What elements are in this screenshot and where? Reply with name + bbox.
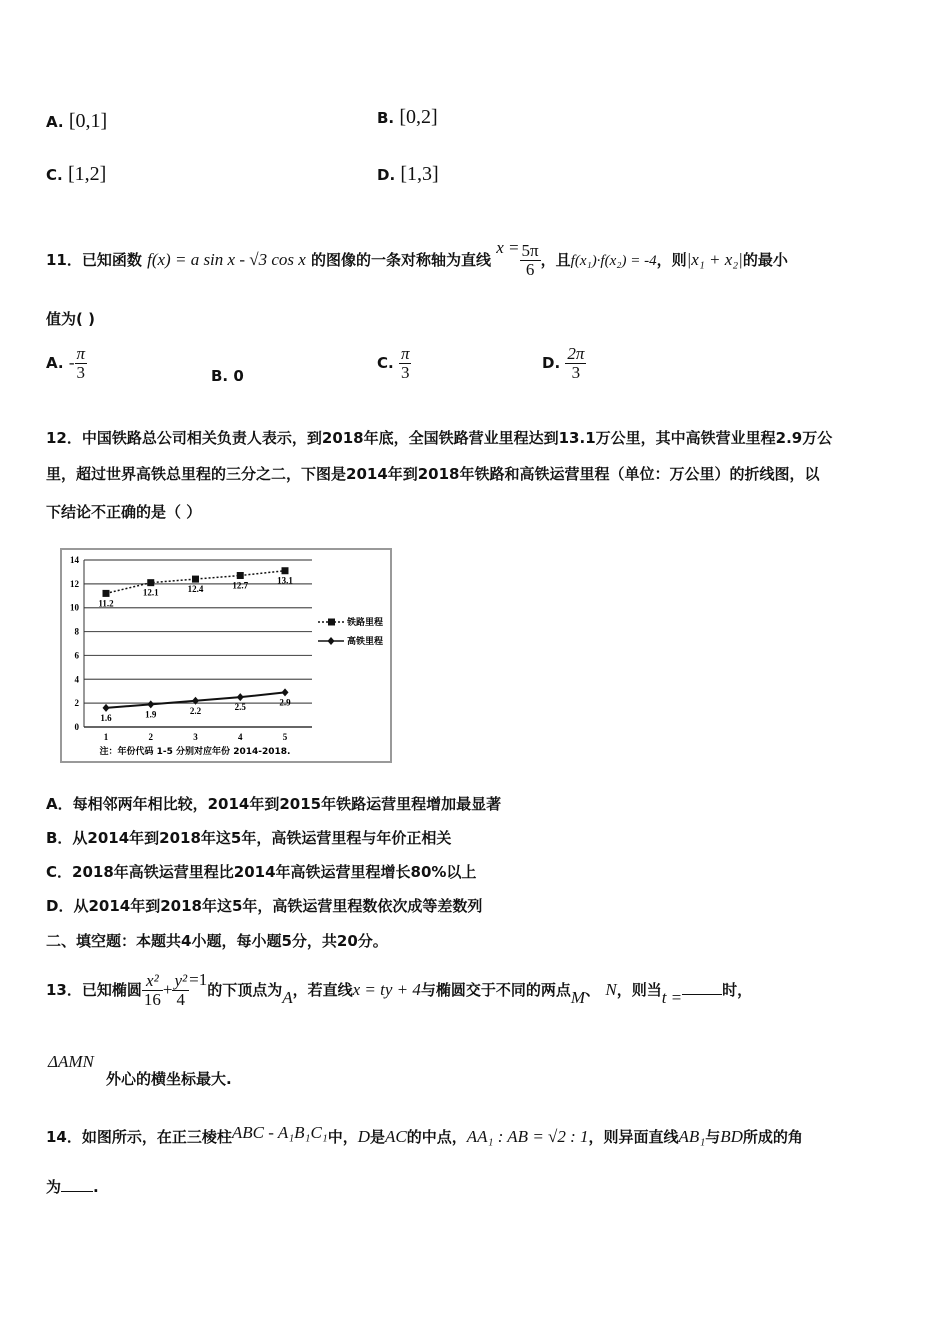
legend-label: 铁路里程 xyxy=(347,618,384,628)
legend-marker xyxy=(328,619,335,626)
q12-stem-line1: 12．中国铁路总公司相关负责人表示，到2018年底，全国铁路营业里程达到13.1万公里，其中高铁营业里程2.9万公 xyxy=(46,429,833,447)
railway-line-chart xyxy=(60,548,392,763)
denominator: 16 xyxy=(143,990,161,1009)
text: 的中点， xyxy=(406,1128,467,1146)
q11-stem-cont: 值为( ) xyxy=(46,310,95,328)
y-tick-label: 6 xyxy=(74,650,79,661)
math: f(x₁)·f(x₂) = -4 xyxy=(570,253,657,269)
data-label: 12.1 xyxy=(142,587,159,598)
legend-label: 高铁里程 xyxy=(347,637,384,647)
fraction xyxy=(399,345,412,382)
sign: - xyxy=(68,353,75,372)
fraction xyxy=(172,972,189,1009)
data-label: 1.9 xyxy=(145,709,157,720)
math: t = xyxy=(661,988,683,1007)
math: A xyxy=(282,988,293,1007)
math: AC xyxy=(385,1127,407,1146)
math-function: f(x) = a sin x - √3 cos x xyxy=(147,250,306,269)
y-tick-label: 10 xyxy=(70,602,79,613)
x-tick-label: 3 xyxy=(193,732,198,742)
text: 所成的角 xyxy=(742,1128,803,1146)
option-value: [1,3] xyxy=(400,163,439,185)
fraction xyxy=(75,345,88,382)
x-tick-label: 5 xyxy=(282,732,288,742)
q14-stem-cont xyxy=(46,1176,99,1197)
fraction xyxy=(520,242,541,279)
q10-option-b xyxy=(377,106,438,129)
math: |x₁ + x₂| xyxy=(686,250,743,269)
option-label: A. xyxy=(46,113,64,131)
q12-stem-line2: 里，超过世界高铁总里程的三分之二，下图是2014年到2018年铁路和高铁运营里程（单位：万公里）的折线图，以 xyxy=(46,465,820,483)
y-tick-label: 4 xyxy=(74,674,79,685)
data-label: 13.1 xyxy=(277,575,293,586)
text: 中， xyxy=(327,1128,358,1146)
data-label: 11.2 xyxy=(98,598,114,609)
q10-option-c xyxy=(46,163,106,186)
option-label: D. xyxy=(377,166,396,184)
option-label: B. xyxy=(377,109,395,127)
data-point-diamond xyxy=(282,688,289,696)
math: =1 xyxy=(189,970,208,989)
y-tick-label: 2 xyxy=(74,698,79,709)
q10-option-a xyxy=(46,110,107,133)
q12-option-c: C．2018年高铁运营里程比2014年高铁运营里程增长80%以上 xyxy=(46,863,477,881)
text: 是 xyxy=(370,1128,386,1146)
text: . xyxy=(93,1178,99,1196)
math: ΔAMN xyxy=(48,1052,94,1071)
data-label: 1.6 xyxy=(100,712,112,723)
numerator: π xyxy=(400,344,410,363)
q11-stem xyxy=(46,228,788,281)
answer-blank[interactable] xyxy=(61,1191,93,1192)
x-tick-label: 4 xyxy=(238,732,243,742)
option-label: C. xyxy=(46,166,63,184)
x-tick-label: 1 xyxy=(103,732,109,742)
denominator: 3 xyxy=(571,363,581,382)
denominator: 6 xyxy=(525,260,535,279)
math: x = ty + 4 xyxy=(352,980,421,999)
y-tick-label: 12 xyxy=(70,578,79,589)
data-point-square xyxy=(147,579,154,586)
data-label: 2.2 xyxy=(189,705,202,716)
text: 与椭圆交于不同的两点 xyxy=(420,981,571,999)
chart-svg xyxy=(62,550,390,761)
option-value: [0,2] xyxy=(399,106,438,128)
q12-option-b: B．从2014年到2018年这5年，高铁运营里程与年价正相关 xyxy=(46,829,452,847)
text: 的下顶点为 xyxy=(207,981,283,999)
q13-stem-cont xyxy=(48,1052,94,1072)
text: 为 xyxy=(46,1178,62,1196)
section-heading: 二、填空题：本题共4小题，每小题5分，共20分。 xyxy=(46,932,388,950)
numerator: 5π xyxy=(521,241,539,260)
data-point-square xyxy=(282,567,289,574)
option-value: 0 xyxy=(233,367,244,385)
question-number: 11． xyxy=(46,251,82,269)
q12-stem-line3: 下结论不正确的是（ ） xyxy=(46,503,202,521)
data-point-square xyxy=(192,576,199,583)
data-point-diamond xyxy=(237,693,244,701)
option-value: [0,1] xyxy=(68,110,108,132)
answer-blank[interactable] xyxy=(682,994,722,995)
data-label: 12.7 xyxy=(232,580,249,591)
numerator: x² xyxy=(142,972,163,991)
denominator: 4 xyxy=(176,990,186,1009)
data-point-diamond xyxy=(103,704,110,712)
text: 的图像的一条对称轴为直线 xyxy=(311,251,492,269)
numerator: 2π xyxy=(567,344,585,363)
data-point-square xyxy=(237,572,244,579)
text: 与 xyxy=(705,1128,721,1146)
x-tick-label: 2 xyxy=(148,732,153,742)
text: ，则异面直线 xyxy=(588,1128,679,1146)
option-label: D. xyxy=(542,354,561,372)
option-label: C. xyxy=(377,354,394,372)
data-point-diamond xyxy=(147,700,154,708)
fraction xyxy=(565,345,586,382)
q12-option-d: D．从2014年到2018年这5年，高铁运营里程数依次成等差数列 xyxy=(46,897,483,915)
text: 13．已知椭圆 xyxy=(46,981,142,999)
math: + xyxy=(162,980,173,999)
math: D xyxy=(357,1127,370,1146)
option-value: [1,2] xyxy=(67,163,107,185)
text: 14．如图所示，在正三棱柱 xyxy=(46,1128,232,1146)
fraction xyxy=(142,972,163,1009)
q11-option-b xyxy=(211,367,244,385)
text: ，则 xyxy=(656,251,687,269)
text: 、 xyxy=(585,981,601,999)
data-label: 2.9 xyxy=(279,697,291,708)
q11-option-a xyxy=(46,345,87,382)
q12-option-a: A．每相邻两年相比较，2014年到2015年铁路运营里程增加最显著 xyxy=(46,795,502,813)
y-tick-label: 0 xyxy=(74,722,79,732)
chart-note: 注：年份代码 1-5 分别对应年份 2014-2018. xyxy=(99,747,291,757)
option-label: B. xyxy=(211,367,229,385)
y-tick-label: 14 xyxy=(70,555,79,565)
numerator: y² xyxy=(174,971,188,990)
math: x = xyxy=(496,238,520,257)
text: ，且 xyxy=(540,251,571,269)
math: ABC - A₁B₁C₁ xyxy=(231,1123,328,1142)
denominator: 3 xyxy=(400,363,410,382)
q13-stem xyxy=(46,958,752,1020)
option-label: A. xyxy=(46,354,64,372)
data-label: 12.4 xyxy=(187,584,204,595)
data-point-square xyxy=(103,590,110,597)
text: ，则当 xyxy=(616,981,662,999)
q11-option-c xyxy=(377,345,411,382)
math: AA₁ : AB = √2 : 1 xyxy=(466,1127,589,1146)
data-label: 2.5 xyxy=(234,702,246,713)
math: N xyxy=(605,980,617,999)
text: 的最小 xyxy=(742,251,788,269)
math: BD xyxy=(720,1127,743,1146)
q10-option-d xyxy=(377,163,439,186)
math: AB₁ xyxy=(678,1127,706,1146)
text: 时， xyxy=(722,981,753,999)
text: 已知函数 xyxy=(81,251,142,269)
q11-option-d xyxy=(542,345,586,382)
y-tick-label: 8 xyxy=(74,626,79,637)
q14-stem xyxy=(46,1118,803,1152)
legend-marker xyxy=(328,637,335,645)
math: M xyxy=(570,988,586,1007)
text: ，若直线 xyxy=(292,981,353,999)
text: 外心的横坐标最大. xyxy=(106,1070,232,1088)
denominator: 3 xyxy=(76,363,86,382)
numerator: π xyxy=(76,344,86,363)
